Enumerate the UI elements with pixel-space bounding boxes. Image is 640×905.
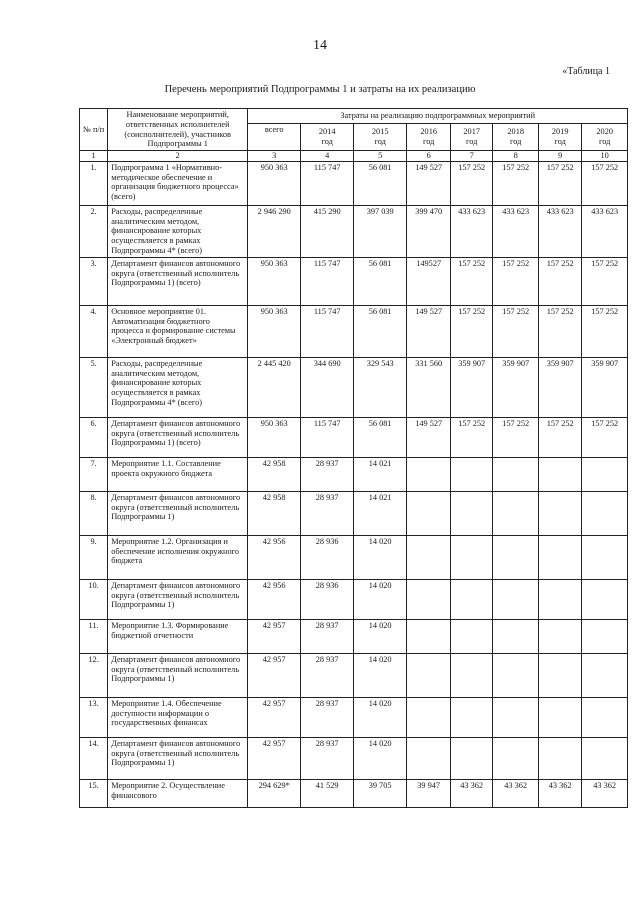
cost-year: 28 936	[301, 535, 354, 579]
cost-year: 28 936	[301, 579, 354, 619]
cost-year	[451, 491, 493, 535]
cost-year: 39 705	[354, 779, 407, 807]
header-year: 2019 год	[539, 124, 582, 151]
cost-year: 157 252	[451, 417, 493, 457]
cost-year	[539, 579, 582, 619]
activity-name: Подпрограмма 1 «Нормативно-методическое обеспечение и организация бюджетного процесса» (всего)	[108, 161, 248, 205]
cost-year	[539, 653, 582, 697]
row-number: 4.	[80, 305, 108, 357]
document-title: Перечень мероприятий Подпрограммы 1 и затраты на их реализацию	[164, 84, 476, 95]
cost-year: 14 021	[354, 491, 407, 535]
cost-total: 950 363	[248, 305, 301, 357]
cost-year	[407, 653, 451, 697]
activity-name: Основное мероприятие 01. Автоматизация бюджетного процесса и формирование системы «Электронный бюджет»	[108, 305, 248, 357]
activity-name: Мероприятие 2. Осуществление финансового	[108, 779, 248, 807]
cost-year: 157 252	[582, 161, 628, 205]
cost-total: 42 957	[248, 697, 301, 737]
cost-year: 359 907	[493, 357, 539, 417]
activity-name: Департамент финансов автономного округа (ответственный исполнитель Подпрограммы 1)	[108, 491, 248, 535]
cost-year: 14 021	[354, 457, 407, 491]
cost-year	[493, 457, 539, 491]
cost-year	[493, 535, 539, 579]
row-number: 9.	[80, 535, 108, 579]
cost-year: 433 623	[493, 205, 539, 257]
row-number: 6.	[80, 417, 108, 457]
cost-year: 359 907	[582, 357, 628, 417]
cost-total: 2 946 290	[248, 205, 301, 257]
cost-year: 157 252	[582, 305, 628, 357]
cost-total: 950 363	[248, 161, 301, 205]
cost-year	[582, 697, 628, 737]
cost-year	[493, 653, 539, 697]
activity-name: Департамент финансов автономного округа (ответственный исполнитель Подпрограммы 1)	[108, 653, 248, 697]
column-number: 2	[108, 151, 248, 162]
cost-year: 43 362	[539, 779, 582, 807]
row-number: 1.	[80, 161, 108, 205]
cost-year	[539, 619, 582, 653]
row-number: 13.	[80, 697, 108, 737]
column-number-row	[80, 151, 628, 162]
table-row	[80, 205, 628, 257]
costs-table	[79, 108, 628, 808]
header-number: № п/п	[80, 109, 108, 151]
table-row	[80, 535, 628, 579]
activity-name: Мероприятие 1.2. Организация и обеспечение исполнения окружного бюджета	[108, 535, 248, 579]
cost-total: 42 958	[248, 491, 301, 535]
cost-year: 359 907	[539, 357, 582, 417]
cost-year	[493, 579, 539, 619]
cost-year: 157 252	[539, 257, 582, 305]
cost-year: 433 623	[582, 205, 628, 257]
cost-year: 56 081	[354, 305, 407, 357]
column-number: 1	[80, 151, 108, 162]
cost-year: 14 020	[354, 535, 407, 579]
cost-year: 56 081	[354, 161, 407, 205]
cost-year: 43 362	[493, 779, 539, 807]
cost-total: 950 363	[248, 257, 301, 305]
cost-year	[582, 653, 628, 697]
cost-year: 399 470	[407, 205, 451, 257]
cost-year: 397 039	[354, 205, 407, 257]
activity-name: Мероприятие 1.3. Формирование бюджетной отчетности	[108, 619, 248, 653]
activity-name: Департамент финансов автономного округа (ответственный исполнитель Подпрограммы 1) (всего)	[108, 417, 248, 457]
cost-year	[539, 737, 582, 779]
cost-year: 157 252	[539, 305, 582, 357]
cost-year: 14 020	[354, 619, 407, 653]
cost-total: 42 956	[248, 535, 301, 579]
row-number: 3.	[80, 257, 108, 305]
table-row	[80, 579, 628, 619]
table-row	[80, 737, 628, 779]
row-number: 15.	[80, 779, 108, 807]
cost-total: 42 958	[248, 457, 301, 491]
cost-year: 14 020	[354, 697, 407, 737]
cost-year: 331 560	[407, 357, 451, 417]
cost-year	[493, 697, 539, 737]
table-caption-tag: «Таблица 1	[562, 66, 610, 77]
cost-year: 149 527	[407, 161, 451, 205]
activity-name: Расходы, распределенные аналитическим методом, финансирование которых осуществляется в рамках Подпрограммы 4* (всего)	[108, 357, 248, 417]
cost-year	[582, 737, 628, 779]
row-number: 2.	[80, 205, 108, 257]
cost-year	[451, 535, 493, 579]
cost-year	[407, 619, 451, 653]
header-year: 2014 год	[301, 124, 354, 151]
table-row	[80, 357, 628, 417]
cost-year: 157 252	[539, 417, 582, 457]
table-body	[80, 151, 628, 808]
cost-total: 42 957	[248, 619, 301, 653]
cost-year	[451, 737, 493, 779]
cost-year: 157 252	[582, 417, 628, 457]
cost-total: 950 363	[248, 417, 301, 457]
cost-year: 28 937	[301, 457, 354, 491]
cost-year	[407, 697, 451, 737]
cost-year: 28 937	[301, 697, 354, 737]
table-row	[80, 697, 628, 737]
table-row	[80, 779, 628, 807]
row-number: 14.	[80, 737, 108, 779]
column-number: 8	[493, 151, 539, 162]
cost-year	[407, 491, 451, 535]
cost-year	[493, 619, 539, 653]
cost-year: 157 252	[493, 257, 539, 305]
header-year: 2020 год	[582, 124, 628, 151]
cost-year: 115 747	[301, 161, 354, 205]
activity-name: Мероприятие 1.1. Составление проекта окружного бюджета	[108, 457, 248, 491]
cost-year: 14 020	[354, 653, 407, 697]
cost-year: 157 252	[451, 305, 493, 357]
cost-year: 28 937	[301, 737, 354, 779]
header-year: 2016 год	[407, 124, 451, 151]
cost-year: 433 623	[539, 205, 582, 257]
table-row	[80, 653, 628, 697]
cost-year: 415 290	[301, 205, 354, 257]
header-year: 2017 год	[451, 124, 493, 151]
cost-year	[451, 579, 493, 619]
header-total: всего	[248, 124, 301, 151]
cost-year: 157 252	[451, 161, 493, 205]
page-number: 14	[313, 38, 327, 53]
activity-name: Мероприятие 1.4. Обеспечение доступности информации о государственных финансах	[108, 697, 248, 737]
cost-year: 115 747	[301, 417, 354, 457]
cost-year: 41 529	[301, 779, 354, 807]
column-number: 3	[248, 151, 301, 162]
row-number: 5.	[80, 357, 108, 417]
cost-year: 14 020	[354, 737, 407, 779]
cost-year	[493, 737, 539, 779]
cost-year: 14 020	[354, 579, 407, 619]
cost-year: 115 747	[301, 305, 354, 357]
cost-year	[493, 491, 539, 535]
cost-year: 149527	[407, 257, 451, 305]
cost-year: 433 623	[451, 205, 493, 257]
cost-year: 39 947	[407, 779, 451, 807]
activity-name: Департамент финансов автономного округа (ответственный исполнитель Подпрограммы 1)	[108, 579, 248, 619]
cost-total: 42 956	[248, 579, 301, 619]
column-number: 10	[582, 151, 628, 162]
table-row	[80, 305, 628, 357]
cost-year	[582, 491, 628, 535]
cost-year: 329 543	[354, 357, 407, 417]
cost-year	[451, 653, 493, 697]
table-row	[80, 161, 628, 205]
cost-year	[582, 579, 628, 619]
column-number: 5	[354, 151, 407, 162]
cost-year: 56 081	[354, 257, 407, 305]
cost-year	[451, 697, 493, 737]
header-year: 2015 год	[354, 124, 407, 151]
column-number: 9	[539, 151, 582, 162]
cost-year: 157 252	[582, 257, 628, 305]
cost-total: 42 957	[248, 737, 301, 779]
activity-name: Департамент финансов автономного округа (ответственный исполнитель Подпрограммы 1) (всего)	[108, 257, 248, 305]
cost-year: 344 690	[301, 357, 354, 417]
cost-year	[539, 535, 582, 579]
cost-year	[582, 535, 628, 579]
header-activity-name: Наименование мероприятий, ответственных исполнителей (соисполнителей), участников Подпрограммы 1	[108, 109, 248, 151]
row-number: 12.	[80, 653, 108, 697]
cost-year	[539, 697, 582, 737]
cost-year: 359 907	[451, 357, 493, 417]
row-number: 11.	[80, 619, 108, 653]
header-year: 2018 год	[493, 124, 539, 151]
column-number: 6	[407, 151, 451, 162]
row-number: 8.	[80, 491, 108, 535]
column-number: 7	[451, 151, 493, 162]
cost-year	[539, 491, 582, 535]
cost-year: 149 527	[407, 417, 451, 457]
activity-name: Департамент финансов автономного округа (ответственный исполнитель Подпрограммы 1)	[108, 737, 248, 779]
cost-year	[451, 457, 493, 491]
cost-year: 157 252	[539, 161, 582, 205]
table-row	[80, 619, 628, 653]
cost-total: 294 629*	[248, 779, 301, 807]
cost-year: 28 937	[301, 653, 354, 697]
table-row	[80, 491, 628, 535]
header-costs: Затраты на реализацию подпрограммных мероприятий	[248, 109, 628, 124]
cost-year: 43 362	[451, 779, 493, 807]
cost-year	[407, 457, 451, 491]
cost-year	[582, 457, 628, 491]
cost-year: 115 747	[301, 257, 354, 305]
cost-year: 43 362	[582, 779, 628, 807]
cost-year: 28 937	[301, 491, 354, 535]
cost-year: 157 252	[451, 257, 493, 305]
cost-year	[539, 457, 582, 491]
row-number: 7.	[80, 457, 108, 491]
cost-year	[407, 579, 451, 619]
cost-total: 2 445 420	[248, 357, 301, 417]
cost-year: 149 527	[407, 305, 451, 357]
table-row	[80, 257, 628, 305]
cost-year	[407, 535, 451, 579]
cost-year: 28 937	[301, 619, 354, 653]
cost-year: 56 081	[354, 417, 407, 457]
cost-year	[451, 619, 493, 653]
cost-year: 157 252	[493, 305, 539, 357]
cost-total: 42 957	[248, 653, 301, 697]
activity-name: Расходы, распределенные аналитическим методом, финансирование которых осуществляется в рамках Подпрограммы 4* (всего)	[108, 205, 248, 257]
column-number: 4	[301, 151, 354, 162]
cost-year	[407, 737, 451, 779]
table-row	[80, 457, 628, 491]
cost-year: 157 252	[493, 417, 539, 457]
row-number: 10.	[80, 579, 108, 619]
table-row	[80, 417, 628, 457]
cost-year	[582, 619, 628, 653]
cost-year: 157 252	[493, 161, 539, 205]
